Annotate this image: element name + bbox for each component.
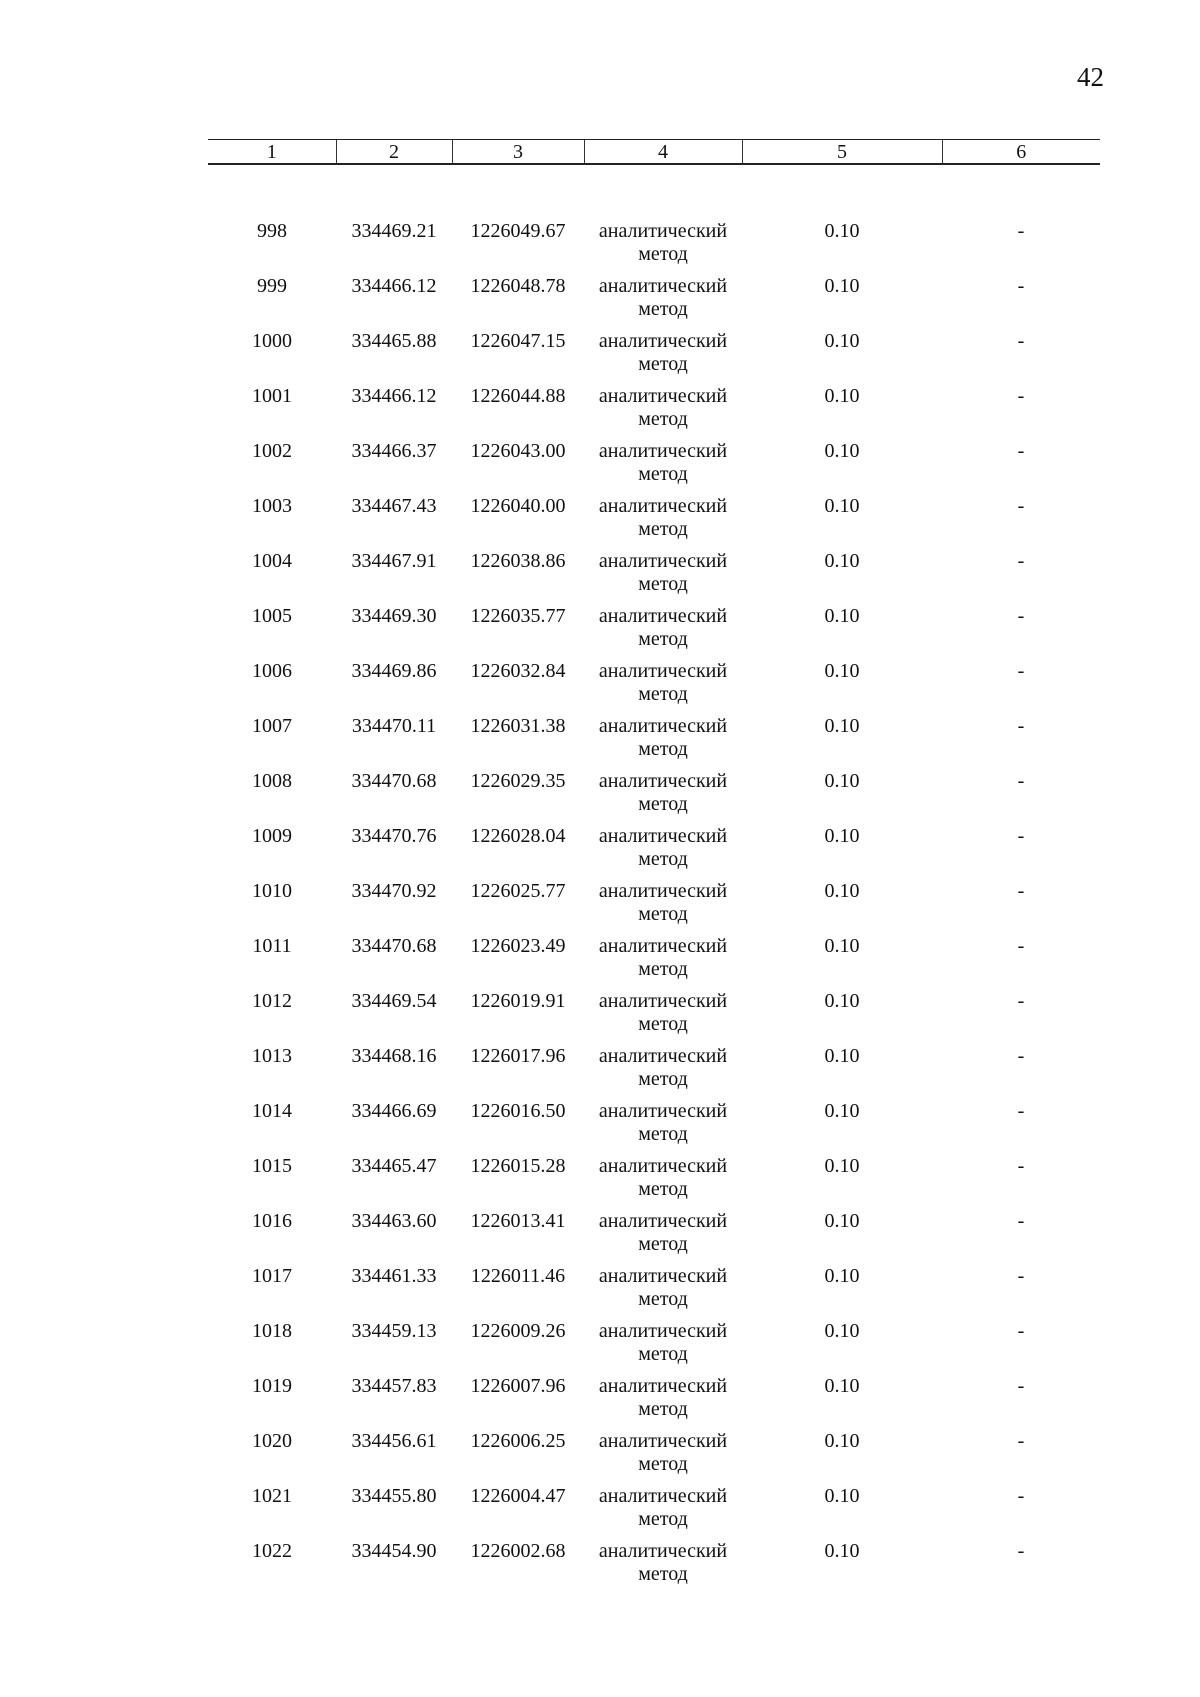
point-number-cell: 998: [257, 220, 287, 242]
table-row: [208, 330, 1100, 385]
point-number-cell: 1008: [252, 770, 292, 792]
accuracy-cell: 0.10: [824, 1320, 860, 1342]
table-body: [208, 164, 1100, 1595]
point-number-cell: 1000: [252, 330, 292, 352]
table-row: [208, 1540, 1100, 1595]
table-row: [208, 275, 1100, 330]
method-line-2: метод: [638, 793, 688, 815]
method-line-2: метод: [638, 518, 688, 540]
method-line-1: аналитический: [598, 495, 728, 517]
note-cell: -: [1017, 550, 1025, 572]
x-coordinate-cell: 334467.91: [351, 550, 437, 572]
y-coordinate-cell: 1226047.15: [470, 330, 566, 352]
method-cell: [584, 825, 742, 880]
y-coordinate-cell: 1226007.96: [470, 1375, 566, 1397]
y-coordinate-cell: 1226013.41: [470, 1210, 566, 1232]
point-number-cell: 1012: [252, 990, 292, 1012]
point-number-cell: 1016: [252, 1210, 292, 1232]
x-coordinate-cell: 334463.60: [351, 1210, 437, 1232]
accuracy-cell: 0.10: [824, 1430, 860, 1452]
header-col-5: 5: [742, 140, 942, 165]
method-line-2: метод: [638, 573, 688, 595]
point-number-cell: 1019: [252, 1375, 292, 1397]
accuracy-cell: 0.10: [824, 220, 860, 242]
accuracy-cell: 0.10: [824, 550, 860, 572]
method-line-1: аналитический: [598, 1265, 728, 1287]
method-line-1: аналитический: [598, 1320, 728, 1342]
note-cell: -: [1017, 275, 1025, 297]
accuracy-cell: 0.10: [824, 825, 860, 847]
x-coordinate-cell: 334457.83: [351, 1375, 437, 1397]
y-coordinate-cell: 1226019.91: [470, 990, 566, 1012]
note-cell: -: [1017, 330, 1025, 352]
method-cell: [584, 770, 742, 825]
note-cell: -: [1017, 220, 1025, 242]
point-number-cell: 1007: [252, 715, 292, 737]
x-coordinate-cell: 334465.88: [351, 330, 437, 352]
y-coordinate-cell: 1226006.25: [470, 1430, 566, 1452]
y-coordinate-cell: 1226011.46: [470, 1265, 566, 1287]
y-coordinate-cell: 1226029.35: [470, 770, 566, 792]
accuracy-cell: 0.10: [824, 605, 860, 627]
x-coordinate-cell: 334455.80: [351, 1485, 437, 1507]
x-coordinate-cell: 334466.12: [351, 275, 437, 297]
point-number-cell: 1011: [252, 935, 292, 957]
point-number-cell: 1004: [252, 550, 292, 572]
page-number: 42: [1077, 62, 1104, 92]
method-cell: [584, 440, 742, 495]
table-row: [208, 1210, 1100, 1265]
method-line-2: метод: [638, 1508, 688, 1530]
table-row: [208, 880, 1100, 935]
y-coordinate-cell: 1226002.68: [470, 1540, 566, 1562]
method-line-1: аналитический: [598, 715, 728, 737]
method-line-2: метод: [638, 353, 688, 375]
table-row: [208, 1100, 1100, 1155]
x-coordinate-cell: 334467.43: [351, 495, 437, 517]
method-line-2: метод: [638, 1288, 688, 1310]
table-row: [208, 990, 1100, 1045]
method-line-2: метод: [638, 1453, 688, 1475]
method-line-1: аналитический: [598, 660, 728, 682]
note-cell: -: [1017, 1320, 1025, 1342]
point-number-cell: 1022: [252, 1540, 292, 1562]
point-number-cell: 1020: [252, 1430, 292, 1452]
note-cell: -: [1017, 1100, 1025, 1122]
method-cell: [584, 550, 742, 605]
accuracy-cell: 0.10: [824, 990, 860, 1012]
table-row: [208, 1375, 1100, 1430]
x-coordinate-cell: 334468.16: [351, 1045, 437, 1067]
x-coordinate-cell: 334470.92: [351, 880, 437, 902]
note-cell: -: [1017, 495, 1025, 517]
table-row: [208, 715, 1100, 770]
method-line-1: аналитический: [598, 990, 728, 1012]
method-line-2: метод: [638, 1398, 688, 1420]
accuracy-cell: 0.10: [824, 495, 860, 517]
method-line-1: аналитический: [598, 1210, 728, 1232]
method-cell: [584, 1375, 742, 1430]
table-row: [208, 1430, 1100, 1485]
method-cell: [584, 330, 742, 385]
header-col-4: 4: [584, 140, 742, 165]
x-coordinate-cell: 334469.86: [351, 660, 437, 682]
header-row: [208, 140, 1100, 165]
point-number-cell: 1015: [252, 1155, 292, 1177]
accuracy-cell: 0.10: [824, 275, 860, 297]
point-number-cell: 1006: [252, 660, 292, 682]
point-number-cell: 1003: [252, 495, 292, 517]
method-cell: [584, 605, 742, 660]
note-cell: -: [1017, 1155, 1025, 1177]
method-line-2: метод: [638, 298, 688, 320]
y-coordinate-cell: 1226017.96: [470, 1045, 566, 1067]
point-number-cell: 1009: [252, 825, 292, 847]
y-coordinate-cell: 1226032.84: [470, 660, 566, 682]
table-row: [208, 1155, 1100, 1210]
method-cell: [584, 880, 742, 935]
y-coordinate-cell: 1226028.04: [470, 825, 566, 847]
header-spacer: [208, 164, 1100, 220]
header-col-1: 1: [208, 140, 336, 165]
header-col-2: 2: [336, 140, 452, 165]
x-coordinate-cell: 334470.11: [351, 715, 437, 737]
table-row: [208, 660, 1100, 715]
method-cell: [584, 275, 742, 330]
y-coordinate-cell: 1226035.77: [470, 605, 566, 627]
note-cell: -: [1017, 1540, 1025, 1562]
method-line-1: аналитический: [598, 1100, 728, 1122]
accuracy-cell: 0.10: [824, 1265, 860, 1287]
method-cell: [584, 1430, 742, 1485]
note-cell: -: [1017, 1430, 1025, 1452]
note-cell: -: [1017, 1375, 1025, 1397]
table-row: [208, 1485, 1100, 1540]
accuracy-cell: 0.10: [824, 715, 860, 737]
method-line-2: метод: [638, 1563, 688, 1585]
method-line-1: аналитический: [598, 1045, 728, 1067]
method-cell: [584, 660, 742, 715]
method-line-2: метод: [638, 1178, 688, 1200]
method-line-1: аналитический: [598, 1430, 728, 1452]
x-coordinate-cell: 334454.90: [351, 1540, 437, 1562]
y-coordinate-cell: 1226038.86: [470, 550, 566, 572]
method-cell: [584, 1100, 742, 1155]
note-cell: -: [1017, 385, 1025, 407]
note-cell: -: [1017, 935, 1025, 957]
y-coordinate-cell: 1226004.47: [470, 1485, 566, 1507]
y-coordinate-cell: 1226031.38: [470, 715, 566, 737]
method-line-1: аналитический: [598, 385, 728, 407]
y-coordinate-cell: 1226025.77: [470, 880, 566, 902]
method-cell: [584, 1210, 742, 1265]
method-line-2: метод: [638, 903, 688, 925]
method-cell: [584, 1045, 742, 1100]
method-line-2: метод: [638, 848, 688, 870]
point-number-cell: 1010: [252, 880, 292, 902]
note-cell: -: [1017, 605, 1025, 627]
method-line-2: метод: [638, 408, 688, 430]
method-line-2: метод: [638, 463, 688, 485]
point-number-cell: 999: [257, 275, 287, 297]
point-number-cell: 1013: [252, 1045, 292, 1067]
note-cell: -: [1017, 440, 1025, 462]
method-line-2: метод: [638, 1343, 688, 1365]
method-line-1: аналитический: [598, 825, 728, 847]
method-line-1: аналитический: [598, 880, 728, 902]
table-header: [208, 140, 1100, 165]
x-coordinate-cell: 334465.47: [351, 1155, 437, 1177]
x-coordinate-cell: 334459.13: [351, 1320, 437, 1342]
table-row: [208, 935, 1100, 990]
accuracy-cell: 0.10: [824, 1100, 860, 1122]
method-cell: [584, 385, 742, 440]
method-line-1: аналитический: [598, 1540, 728, 1562]
accuracy-cell: 0.10: [824, 1375, 860, 1397]
point-number-cell: 1021: [252, 1485, 292, 1507]
x-coordinate-cell: 334470.68: [351, 770, 437, 792]
note-cell: -: [1017, 1485, 1025, 1507]
x-coordinate-cell: 334469.30: [351, 605, 437, 627]
accuracy-cell: 0.10: [824, 1045, 860, 1067]
method-line-1: аналитический: [598, 330, 728, 352]
accuracy-cell: 0.10: [824, 1485, 860, 1507]
x-coordinate-cell: 334461.33: [351, 1265, 437, 1287]
method-line-2: метод: [638, 628, 688, 650]
method-cell: [584, 1540, 742, 1595]
note-cell: -: [1017, 825, 1025, 847]
method-line-1: аналитический: [598, 935, 728, 957]
table-row: [208, 220, 1100, 275]
method-line-2: метод: [638, 1233, 688, 1255]
y-coordinate-cell: 1226043.00: [470, 440, 566, 462]
note-cell: -: [1017, 880, 1025, 902]
accuracy-cell: 0.10: [824, 1210, 860, 1232]
method-cell: [584, 1320, 742, 1375]
method-line-1: аналитический: [598, 275, 728, 297]
coordinates-table: [208, 139, 1100, 1595]
table-row: [208, 1265, 1100, 1320]
method-line-2: метод: [638, 683, 688, 705]
note-cell: -: [1017, 715, 1025, 737]
method-cell: [584, 715, 742, 770]
header-col-3: 3: [452, 140, 584, 165]
method-line-1: аналитический: [598, 605, 728, 627]
method-line-1: аналитический: [598, 1375, 728, 1397]
header-col-6: 6: [942, 140, 1100, 165]
point-number-cell: 1014: [252, 1100, 292, 1122]
method-line-2: метод: [638, 738, 688, 760]
note-cell: -: [1017, 770, 1025, 792]
accuracy-cell: 0.10: [824, 330, 860, 352]
table-row: [208, 1045, 1100, 1100]
method-cell: [584, 220, 742, 275]
note-cell: -: [1017, 990, 1025, 1012]
y-coordinate-cell: 1226048.78: [470, 275, 566, 297]
accuracy-cell: 0.10: [824, 385, 860, 407]
method-line-2: метод: [638, 1123, 688, 1145]
y-coordinate-cell: 1226044.88: [470, 385, 566, 407]
method-line-2: метод: [638, 958, 688, 980]
note-cell: -: [1017, 1265, 1025, 1287]
note-cell: -: [1017, 1045, 1025, 1067]
method-cell: [584, 1485, 742, 1540]
x-coordinate-cell: 334469.21: [351, 220, 437, 242]
method-line-2: метод: [638, 1013, 688, 1035]
table-row: [208, 440, 1100, 495]
table-row: [208, 385, 1100, 440]
method-line-1: аналитический: [598, 440, 728, 462]
x-coordinate-cell: 334470.76: [351, 825, 437, 847]
x-coordinate-cell: 334456.61: [351, 1430, 437, 1452]
y-coordinate-cell: 1226016.50: [470, 1100, 566, 1122]
note-cell: -: [1017, 660, 1025, 682]
y-coordinate-cell: 1226023.49: [470, 935, 566, 957]
x-coordinate-cell: 334470.68: [351, 935, 437, 957]
accuracy-cell: 0.10: [824, 440, 860, 462]
method-line-1: аналитический: [598, 1155, 728, 1177]
point-number-cell: 1018: [252, 1320, 292, 1342]
method-line-1: аналитический: [598, 770, 728, 792]
accuracy-cell: 0.10: [824, 1155, 860, 1177]
accuracy-cell: 0.10: [824, 935, 860, 957]
y-coordinate-cell: 1226049.67: [470, 220, 566, 242]
x-coordinate-cell: 334469.54: [351, 990, 437, 1012]
method-line-1: аналитический: [598, 1485, 728, 1507]
point-number-cell: 1002: [252, 440, 292, 462]
accuracy-cell: 0.10: [824, 660, 860, 682]
method-cell: [584, 1155, 742, 1210]
y-coordinate-cell: 1226040.00: [470, 495, 566, 517]
method-line-1: аналитический: [598, 550, 728, 572]
x-coordinate-cell: 334466.37: [351, 440, 437, 462]
method-cell: [584, 990, 742, 1045]
table-row: [208, 770, 1100, 825]
accuracy-cell: 0.10: [824, 1540, 860, 1562]
method-cell: [584, 495, 742, 550]
y-coordinate-cell: 1226015.28: [470, 1155, 566, 1177]
table-row: [208, 605, 1100, 660]
method-line-1: аналитический: [598, 220, 728, 242]
method-line-2: метод: [638, 243, 688, 265]
method-line-2: метод: [638, 1068, 688, 1090]
point-number-cell: 1001: [252, 385, 292, 407]
note-cell: -: [1017, 1210, 1025, 1232]
table-row: [208, 1320, 1100, 1375]
method-cell: [584, 935, 742, 990]
accuracy-cell: 0.10: [824, 880, 860, 902]
table-row: [208, 550, 1100, 605]
table-row: [208, 825, 1100, 880]
point-number-cell: 1017: [252, 1265, 292, 1287]
accuracy-cell: 0.10: [824, 770, 860, 792]
x-coordinate-cell: 334466.69: [351, 1100, 437, 1122]
point-number-cell: 1005: [252, 605, 292, 627]
x-coordinate-cell: 334466.12: [351, 385, 437, 407]
y-coordinate-cell: 1226009.26: [470, 1320, 566, 1342]
method-cell: [584, 1265, 742, 1320]
table-row: [208, 495, 1100, 550]
